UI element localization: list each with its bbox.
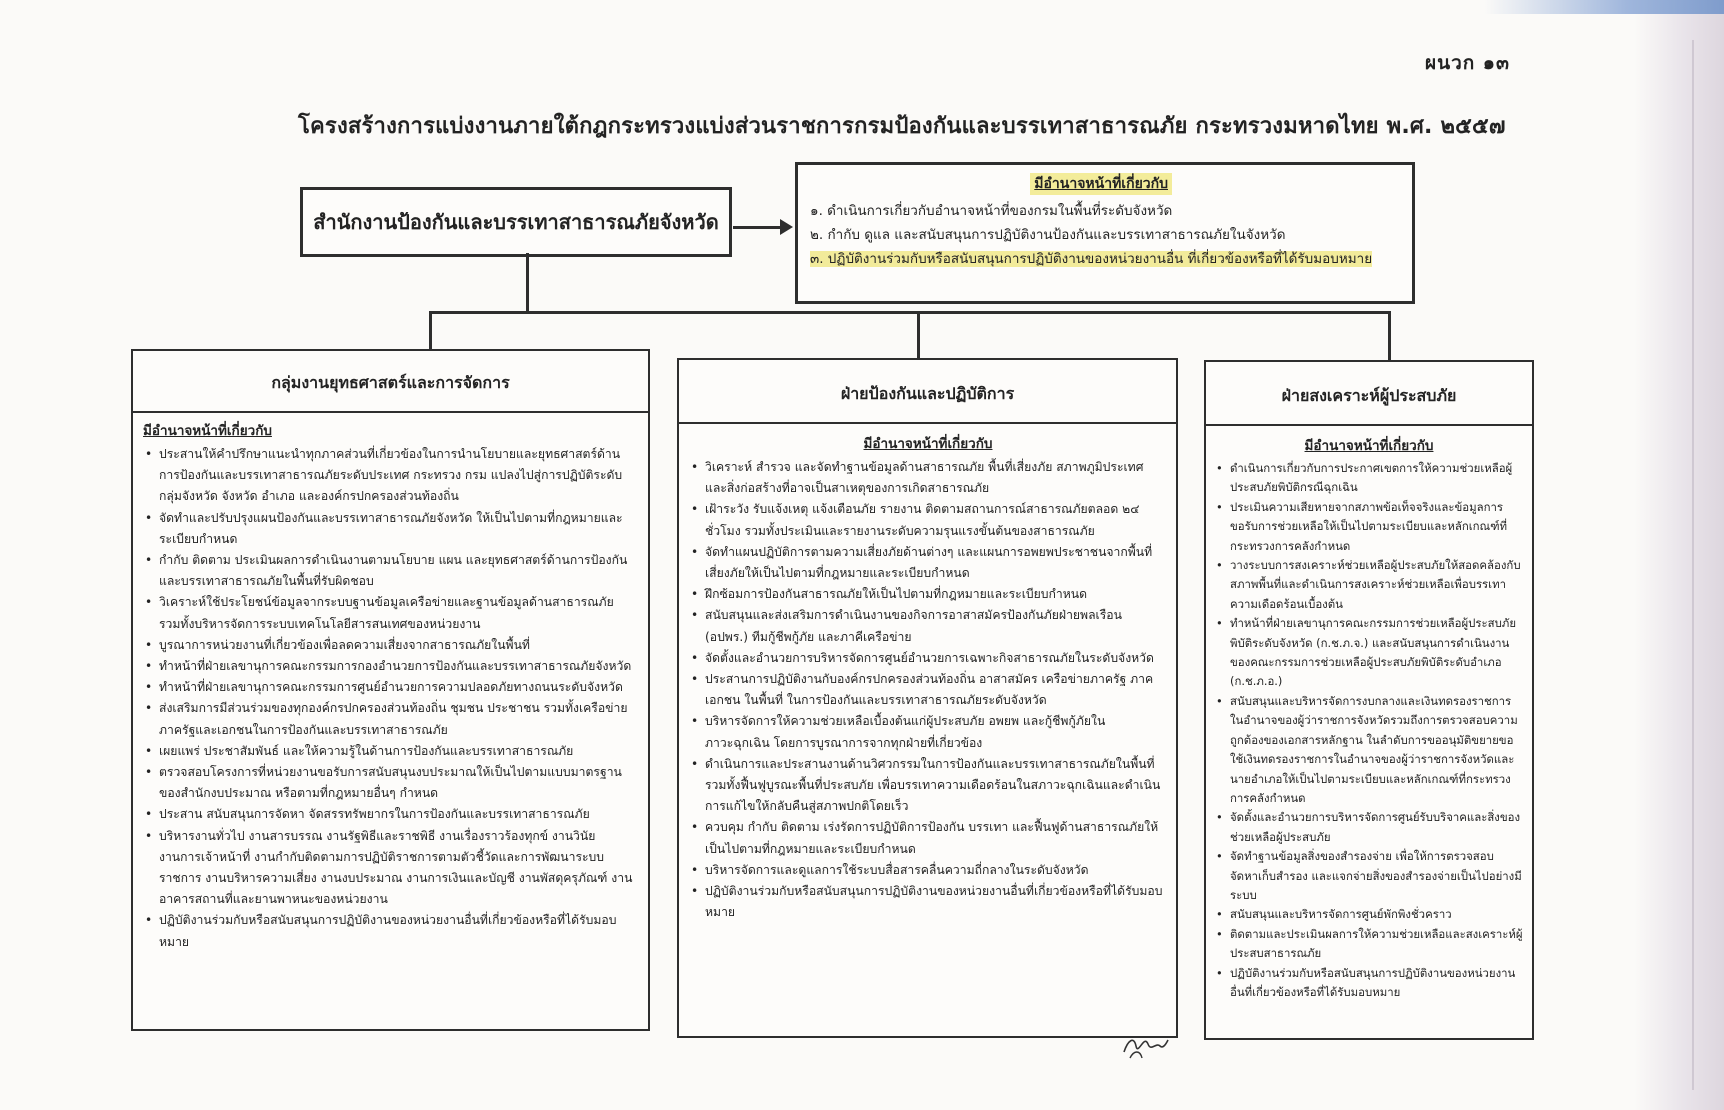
connector-drop-right xyxy=(1388,311,1391,361)
list-item: • บริหารงานทั่วไป งานสารบรรณ งานรัฐพิธีและราชพิธี งานเรื่องราวร้องทุกข์ งานวินัย งานการเจ้าหน้าที่ งานกำกับติดตามการปฏิบัติราชการตามตัวชี้วัดและการพัฒนาระบบราชการ งานบริหารความเสี่ยง งานงบประมาณ งานการเงินและบัญชี งานพัสดุครุภัณฑ์ งานอาคารสถานที่และยานพาหนะของหน่วยงาน xyxy=(143,826,635,911)
connector-drop-left xyxy=(429,311,432,350)
list-item: • ทำหน้าที่ฝ่ายเลขานุการคณะกรรมการกองอำนวยการป้องกันและบรรเทาสาธารณภัยจังหวัด xyxy=(143,656,635,677)
unit-prevention-duties-list xyxy=(689,457,1167,923)
unit-strategy-box xyxy=(131,349,650,1031)
list-item: • จัดตั้งและอำนวยการบริหารจัดการศูนย์รับบริจาคและสิ่งของช่วยเหลือผู้ประสบภัย xyxy=(1214,808,1524,847)
list-item: • เผยแพร่ ประชาสัมพันธ์ และให้ความรู้ในด้านการป้องกันและบรรเทาสาธารณภัย xyxy=(143,741,635,762)
list-item: • จัดทำและปรับปรุงแผนป้องกันและบรรเทาสาธารณภัยจังหวัด ให้เป็นไปตามที่กฎหมายและระเบียบกำหนด xyxy=(143,508,635,550)
unit-prevention-title: ฝ่ายป้องกันและปฏิบัติการ xyxy=(840,384,1015,403)
central-duty-item: ๑. ดำเนินการเกี่ยวกับอำนาจหน้าที่ของกรมในพื้นที่ระดับจังหวัด xyxy=(810,203,1173,219)
arrow-connector xyxy=(733,226,783,229)
list-item: • ควบคุม กำกับ ติดตาม เร่งรัดการปฏิบัติการป้องกัน บรรเทา และฟื้นฟูด้านสาธารณภัยให้เป็นไปตามที่กฎหมายและระเบียบกำหนด xyxy=(689,817,1167,859)
connector-horizontal xyxy=(429,311,1391,314)
unit-strategy-duties-heading: มีอำนาจหน้าที่เกี่ยวกับ xyxy=(143,423,272,439)
list-item: • ประสานการปฏิบัติงานกับองค์กรปกครองส่วนท้องถิ่น อาสาสมัคร เครือข่ายภาครัฐ ภาคเอกชน ในพื้นที่ ในการป้องกันและบรรเทาสาธารณภัยระดับจังหวัด xyxy=(689,669,1167,711)
unit-strategy-title: กลุ่มงานยุทธศาสตร์และการจัดการ xyxy=(271,373,510,392)
list-item: • กำกับ ติดตาม ประเมินผลการดำเนินงานตามนโยบาย แผน และยุทธศาสตร์ด้านการป้องกันและบรรเทาสาธารณภัยในพื้นที่รับผิดชอบ xyxy=(143,550,635,592)
list-item: • ติดตามและประเมินผลการให้ความช่วยเหลือและสงเคราะห์ผู้ประสบสาธารณภัย xyxy=(1214,925,1524,964)
list-item: • ฝึกซ้อมการป้องกันสาธารณภัยให้เป็นไปตามที่กฎหมายและระเบียบกำหนด xyxy=(689,584,1167,605)
unit-prevention-box xyxy=(677,358,1178,1038)
connector-vertical-main xyxy=(526,253,529,313)
list-item: • วิเคราะห์ สำรวจ และจัดทำฐานข้อมูลด้านสาธารณภัย พื้นที่เสี่ยงภัย สภาพภูมิประเทศ และสิ่งก่อสร้างที่อาจเป็นสาเหตุของการเกิดสาธารณภัย xyxy=(689,457,1167,499)
list-item: • บูรณาการหน่วยงานที่เกี่ยวข้องเพื่อลดความเสี่ยงจากสาธารณภัยในพื้นที่ xyxy=(143,635,635,656)
list-item: • สนับสนุนและส่งเสริมการดำเนินงานของกิจการอาสาสมัครป้องกันภัยฝ่ายพลเรือน (อปพร.) ทีมกู้ชีพกู้ภัย และภาคีเครือข่าย xyxy=(689,605,1167,647)
central-duties-heading: มีอำนาจหน้าที่เกี่ยวกับ xyxy=(1030,173,1172,195)
list-item: • ทำหน้าที่ฝ่ายเลขานุการคณะกรรมการช่วยเหลือผู้ประสบภัยพิบัติระดับจังหวัด (ก.ช.ภ.จ.) และสนับสนุนการดำเนินงานของคณะกรรมการช่วยเหลือผู้ประสบภัยพิบัติระดับอำเภอ (ก.ช.ภ.อ.) xyxy=(1214,614,1524,692)
unit-strategy-duties-list xyxy=(143,444,635,953)
scan-corner-mark xyxy=(1484,0,1724,14)
list-item: • ทำหน้าที่ฝ่ายเลขานุการคณะกรรมการศูนย์อำนวยการความปลอดภัยทางถนนระดับจังหวัด xyxy=(143,677,635,698)
list-item: • ประเมินความเสียหายจากสภาพข้อเท็จจริงและข้อมูลการขอรับการช่วยเหลือให้เป็นไปตามระเบียบและหลักเกณฑ์ที่กระทรวงการคลังกำหนด xyxy=(1214,498,1524,556)
list-item: • ประสานให้คำปรึกษาแนะนำทุกภาคส่วนที่เกี่ยวข้องในการนำนโยบายและยุทธศาสตร์ด้านการป้องกันและบรรเทาสาธารณภัยระดับประเทศ กระทรวง กรม แปลงไปสู่การปฏิบัติระดับกลุ่มจังหวัด จังหวัด อำเภอ และองค์กรปกครองส่วนท้องถิ่น xyxy=(143,444,635,508)
list-item: • บริหารจัดการให้ความช่วยเหลือเบื้องต้นแก่ผู้ประสบภัย อพยพ และกู้ชีพกู้ภัยในภาวะฉุกเฉิน โดยการบูรณาการจากทุกฝ่ายที่เกี่ยวข้อง xyxy=(689,711,1167,753)
arrow-head-icon xyxy=(780,219,793,235)
central-duty-item: ๓. ปฏิบัติงานร่วมกับหรือสนับสนุนการปฏิบัติงานของหน่วยงานอื่น ที่เกี่ยวข้องหรือที่ได้รับมอบหมาย xyxy=(810,251,1373,267)
unit-prevention-duties-heading: มีอำนาจหน้าที่เกี่ยวกับ xyxy=(863,436,993,452)
list-item: • ประสาน สนับสนุนการจัดหา จัดสรรทรัพยากรในการป้องกันและบรรเทาสาธารณภัย xyxy=(143,804,635,825)
page-title: โครงสร้างการแบ่งงานภายใต้กฎกระทรวงแบ่งส่วนราชการกรมป้องกันและบรรเทาสาธารณภัย กระทรวงมหาดไทย พ.ศ. ๒๕๕๗ xyxy=(298,114,1506,139)
list-item: • ส่งเสริมการมีส่วนร่วมของทุกองค์กรปกครองส่วนท้องถิ่น ชุมชน ประชาชน รวมทั้งเครือข่ายภาครัฐและเอกชนในการป้องกันและบรรเทาสาธารณภัย xyxy=(143,698,635,740)
list-item: • สนับสนุนและบริหารจัดการศูนย์พักพิงชั่วคราว xyxy=(1214,905,1524,924)
list-item: • ปฏิบัติงานร่วมกับหรือสนับสนุนการปฏิบัติงานของหน่วยงานอื่นที่เกี่ยวข้องหรือที่ได้รับมอบหมาย xyxy=(1214,964,1524,1003)
list-item: • ปฏิบัติงานร่วมกับหรือสนับสนุนการปฏิบัติงานของหน่วยงานอื่นที่เกี่ยวข้องหรือที่ได้รับมอบหมาย xyxy=(689,881,1167,923)
list-item: • เฝ้าระวัง รับแจ้งเหตุ แจ้งเตือนภัย รายงาน ติดตามสถานการณ์สาธารณภัยตลอด ๒๔ ชั่วโมง รวมทั้งประเมินและรายงานระดับความรุนแรงขั้นต้นของสาธารณภัย xyxy=(689,499,1167,541)
central-duties-box xyxy=(795,162,1415,304)
list-item: • สนับสนุนและบริหารจัดการงบกลางและเงินทดรองราชการในอำนาจของผู้ว่าราชการจังหวัดรวมถึงการตรวจสอบความถูกต้องของเอกสารหลักฐาน ในลำดับการขออนุมัติขยายขอใช้เงินทดรองราชการในอำนาจของผู้ว่าราชการจังหวัดและนายอำเภอให้เป็นไปตามระเบียบและหลักเกณฑ์ที่กระทรวงการคลังกำหนด xyxy=(1214,692,1524,808)
central-duties-list xyxy=(798,199,1412,271)
unit-relief-duties-heading: มีอำนาจหน้าที่เกี่ยวกับ xyxy=(1304,438,1434,454)
list-item: • จัดตั้งและอำนวยการบริหารจัดการศูนย์อำนวยการเฉพาะกิจสาธารณภัยในระดับจังหวัด xyxy=(689,648,1167,669)
signature-mark xyxy=(1120,1022,1170,1062)
unit-relief-title: ฝ่ายสงเคราะห์ผู้ประสบภัย xyxy=(1281,386,1457,405)
scan-page-edge xyxy=(1634,0,1724,1110)
list-item: • ดำเนินการเกี่ยวกับการประกาศเขตการให้ความช่วยเหลือผู้ประสบภัยพิบัติกรณีฉุกเฉิน xyxy=(1214,459,1524,498)
list-item: • วางระบบการสงเคราะห์ช่วยเหลือผู้ประสบภัยให้สอดคล้องกับสภาพพื้นที่และดำเนินการสงเคราะห์ช่วยเหลือเพื่อบรรเทาความเดือดร้อนเบื้องต้น xyxy=(1214,556,1524,614)
list-item: • ปฏิบัติงานร่วมกับหรือสนับสนุนการปฏิบัติงานของหน่วยงานอื่นที่เกี่ยวข้องหรือที่ได้รับมอบหมาย xyxy=(143,910,635,952)
list-item: • บริหารจัดการและดูแลการใช้ระบบสื่อสารคลื่นความถี่กลางในระดับจังหวัด xyxy=(689,860,1167,881)
list-item: • ดำเนินการและประสานงานด้านวิศวกรรมในการป้องกันและบรรเทาสาธารณภัยในพื้นที่ รวมทั้งฟื้นฟูบูรณะพื้นที่ประสบภัย เพื่อบรรเทาความเดือดร้อนในสภาวะฉุกเฉินและดำเนินการแก้ไขให้กลับคืนสู่สภาพปกติโดยเร็ว xyxy=(689,754,1167,818)
central-duty-item: ๒. กำกับ ดูแล และสนับสนุนการปฏิบัติงานป้องกันและบรรเทาสาธารณภัยในจังหวัด xyxy=(810,227,1286,243)
list-item: • วิเคราะห์ใช้ประโยชน์ข้อมูลจากระบบฐานข้อมูลเครือข่ายและฐานข้อมูลด้านสาธารณภัย รวมทั้งบริหารจัดการระบบเทคโนโลยีสารสนเทศของหน่วยงาน xyxy=(143,592,635,634)
unit-prevention-title-row xyxy=(679,360,1176,424)
unit-relief-title-row xyxy=(1206,362,1532,426)
unit-relief-duties-list xyxy=(1214,459,1524,1002)
central-office-name: สำนักงานป้องกันและบรรเทาสาธารณภัยจังหวัด xyxy=(313,210,719,234)
unit-strategy-title-row xyxy=(133,351,648,413)
connector-drop-middle xyxy=(917,311,920,358)
unit-relief-box xyxy=(1204,360,1534,1040)
appendix-label: ผนวก ๑๓ xyxy=(1425,52,1510,74)
list-item: • จัดทำแผนปฏิบัติการตามความเสี่ยงภัยด้านต่างๆ และแผนการอพยพประชาชนจากพื้นที่เสี่ยงภัยให้เป็นไปตามที่กฎหมายและระเบียบกำหนด xyxy=(689,542,1167,584)
central-office-box xyxy=(300,187,732,257)
list-item: • ตรวจสอบโครงการที่หน่วยงานขอรับการสนับสนุนงบประมาณให้เป็นไปตามแบบมาตรฐานของสำนักงบประมาณ หรือตามที่กฎหมายอื่นๆ กำหนด xyxy=(143,762,635,804)
list-item: • จัดทำฐานข้อมูลสิ่งของสำรองจ่าย เพื่อให้การตรวจสอบ จัดหาเก็บสำรอง และแจกจ่ายสิ่งของสำรองจ่ายเป็นไปอย่างมีระบบ xyxy=(1214,847,1524,905)
